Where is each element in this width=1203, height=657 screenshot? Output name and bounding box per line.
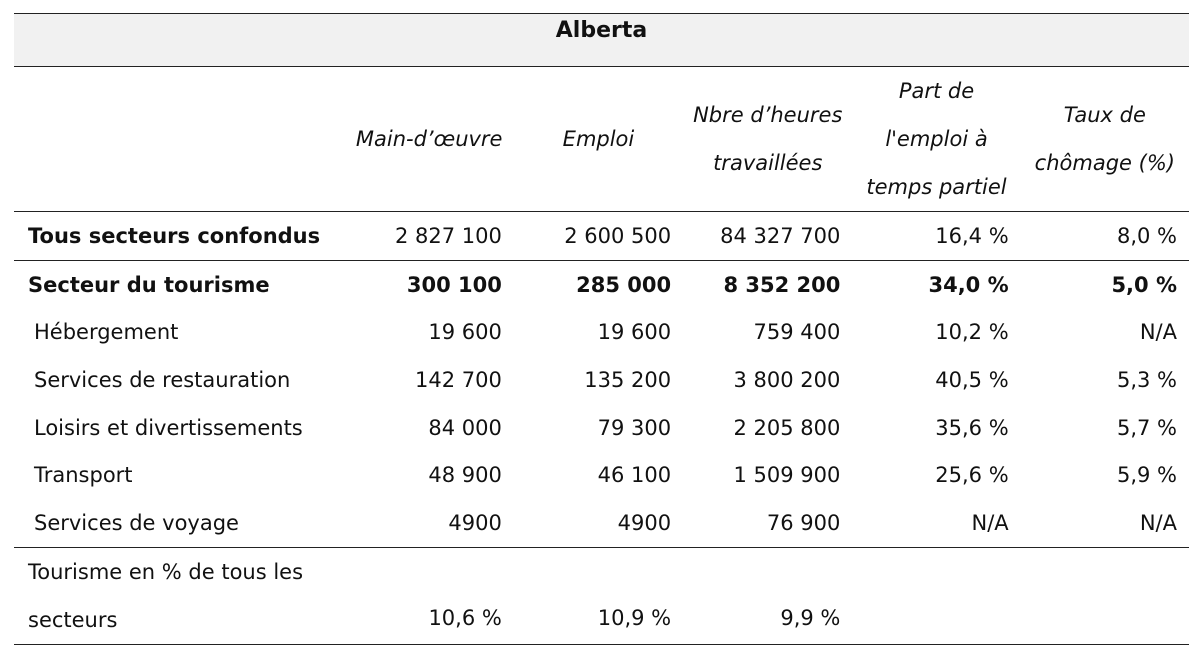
cell: 5,7 %: [1116, 415, 1177, 440]
table-title: Alberta: [14, 14, 1189, 67]
cell: 9,9 %: [683, 547, 852, 644]
title-row: [14, 14, 1189, 67]
cell: 76 900: [683, 499, 852, 547]
table-row: [14, 260, 1189, 308]
cell: 2 827 100: [345, 212, 514, 261]
cell: 79 300: [597, 415, 672, 440]
row-label: Secteur du tourisme: [28, 272, 270, 297]
table-container: [14, 13, 1189, 645]
header-row: [14, 67, 1189, 212]
cell: N/A: [852, 499, 1020, 547]
column-header: Emploi: [514, 67, 683, 212]
row-label: Services de restauration: [34, 367, 291, 392]
cell: 46 100: [597, 463, 672, 488]
cell: 5,0 %: [1111, 272, 1177, 297]
cell: 16,4 %: [852, 212, 1020, 261]
cell: 3 800 200: [733, 367, 841, 392]
cell: 5,9 %: [1116, 463, 1177, 488]
header-empty: [14, 67, 345, 212]
cell: 84 000: [428, 415, 502, 440]
cell: 10,9 %: [514, 547, 683, 644]
cell: [852, 547, 1020, 644]
cell: 285 000: [576, 272, 672, 297]
table-row: [14, 356, 1189, 404]
cell: 142 700: [414, 367, 502, 392]
cell: 40,5 %: [935, 367, 1009, 392]
cell: 8 352 200: [723, 272, 841, 297]
cell: 4900: [345, 499, 514, 547]
table-row: [14, 499, 1189, 547]
cell: 48 900: [428, 463, 502, 488]
cell: N/A: [1139, 320, 1177, 345]
cell: 10,2 %: [935, 320, 1009, 345]
cell: 25,6 %: [935, 463, 1009, 488]
row-label: Transport: [34, 463, 133, 488]
cell: N/A: [1021, 499, 1189, 547]
cell: 2 205 800: [733, 415, 841, 440]
table-row: [14, 212, 1189, 261]
cell: 300 100: [406, 272, 502, 297]
cell: 19 600: [597, 320, 672, 345]
cell: 19 600: [428, 320, 502, 345]
cell: 759 400: [753, 320, 841, 345]
row-label: Hébergement: [34, 320, 179, 345]
row-label: Tous secteurs confondus: [14, 212, 345, 261]
cell: 10,6 %: [345, 547, 514, 644]
cell: 5,3 %: [1116, 367, 1177, 392]
cell: 84 327 700: [683, 212, 852, 261]
cell: 35,6 %: [935, 415, 1009, 440]
data-table: [14, 13, 1189, 645]
table-row: [14, 308, 1189, 356]
cell: 4900: [514, 499, 683, 547]
column-header: Main-d’œuvre: [345, 67, 514, 212]
cell: [1021, 547, 1189, 644]
cell: 1 509 900: [733, 463, 841, 488]
cell: 2 600 500: [514, 212, 683, 261]
table-row: [14, 547, 1189, 644]
column-header: Part de l'emploi à temps partiel: [852, 67, 1020, 212]
row-label: Services de voyage: [14, 499, 345, 547]
cell: 135 200: [584, 367, 672, 392]
table-row: [14, 451, 1189, 499]
row-label: Tourisme en % de tous les secteurs: [14, 547, 345, 644]
cell: 34,0 %: [928, 272, 1009, 297]
column-header: Taux de chômage (%): [1021, 67, 1189, 212]
table-row: [14, 404, 1189, 452]
row-label: Loisirs et divertissements: [34, 415, 303, 440]
column-header: Nbre d’heures travaillées: [683, 67, 852, 212]
cell: 8,0 %: [1021, 212, 1189, 261]
